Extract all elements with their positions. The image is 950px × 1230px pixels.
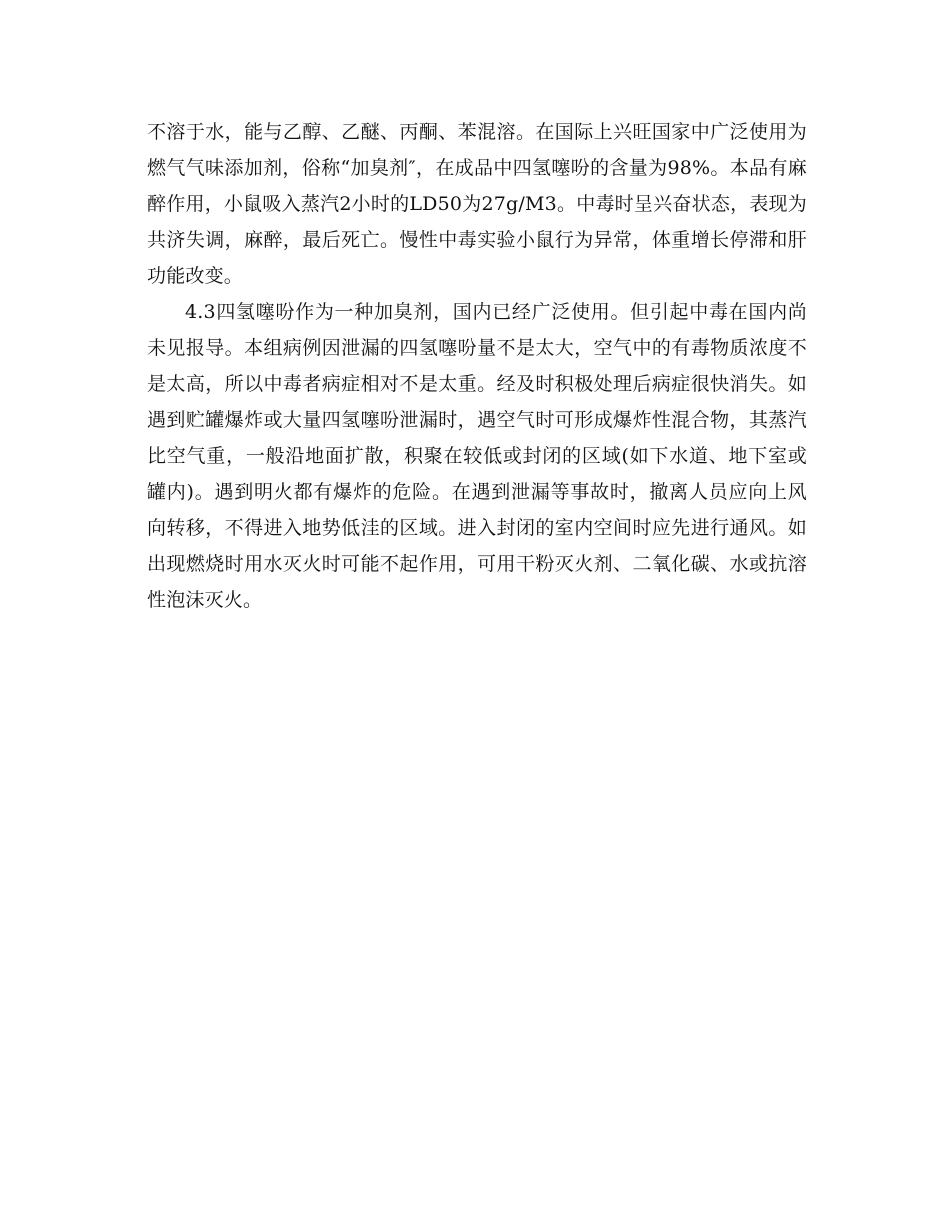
body-text bbox=[147, 114, 807, 618]
paragraph-continuation: 不溶于水，能与乙醇、乙醚、丙酮、苯混溶。在国际上兴旺国家中广泛使用为燃气气味添加剂，俗称“加臭剂″，在成品中四氢噻吩的含量为98%。本品有麻醉作用，小鼠吸入蒸汽2小时的LD50为27g/M3。中毒时呈兴奋状态，表现为共济失调，麻醉，最后死亡。慢性中毒实验小鼠行为异常，体重增长停滞和肝功能改变。 bbox=[147, 121, 807, 287]
paragraph-section-4-3: 4.3四氢噻吩作为一种加臭剂，国内已经广泛使用。但引起中毒在国内尚未见报导。本组病例因泄漏的四氢噻吩量不是太大，空气中的有毒物质浓度不是太高，所以中毒者病症相对不是太重。经及时积极处理后病症很快消失。如遇到贮罐爆炸或大量四氢噻吩泄漏时，遇空气时可形成爆炸性混合物，其蒸汽比空气重，一般沿地面扩散，积聚在较低或封闭的区域(如下水道、地下室或罐内)。遇到明火都有爆炸的危险。在遇到泄漏等事故时，撤离人员应向上风向转移，不得进入地势低洼的区域。进入封闭的室内空间时应先进行通风。如出现燃烧时用水灭火时可能不起作用，可用干粉灭火剂、二氧化碳、水或抗溶性泡沫灭火。 bbox=[147, 301, 807, 611]
